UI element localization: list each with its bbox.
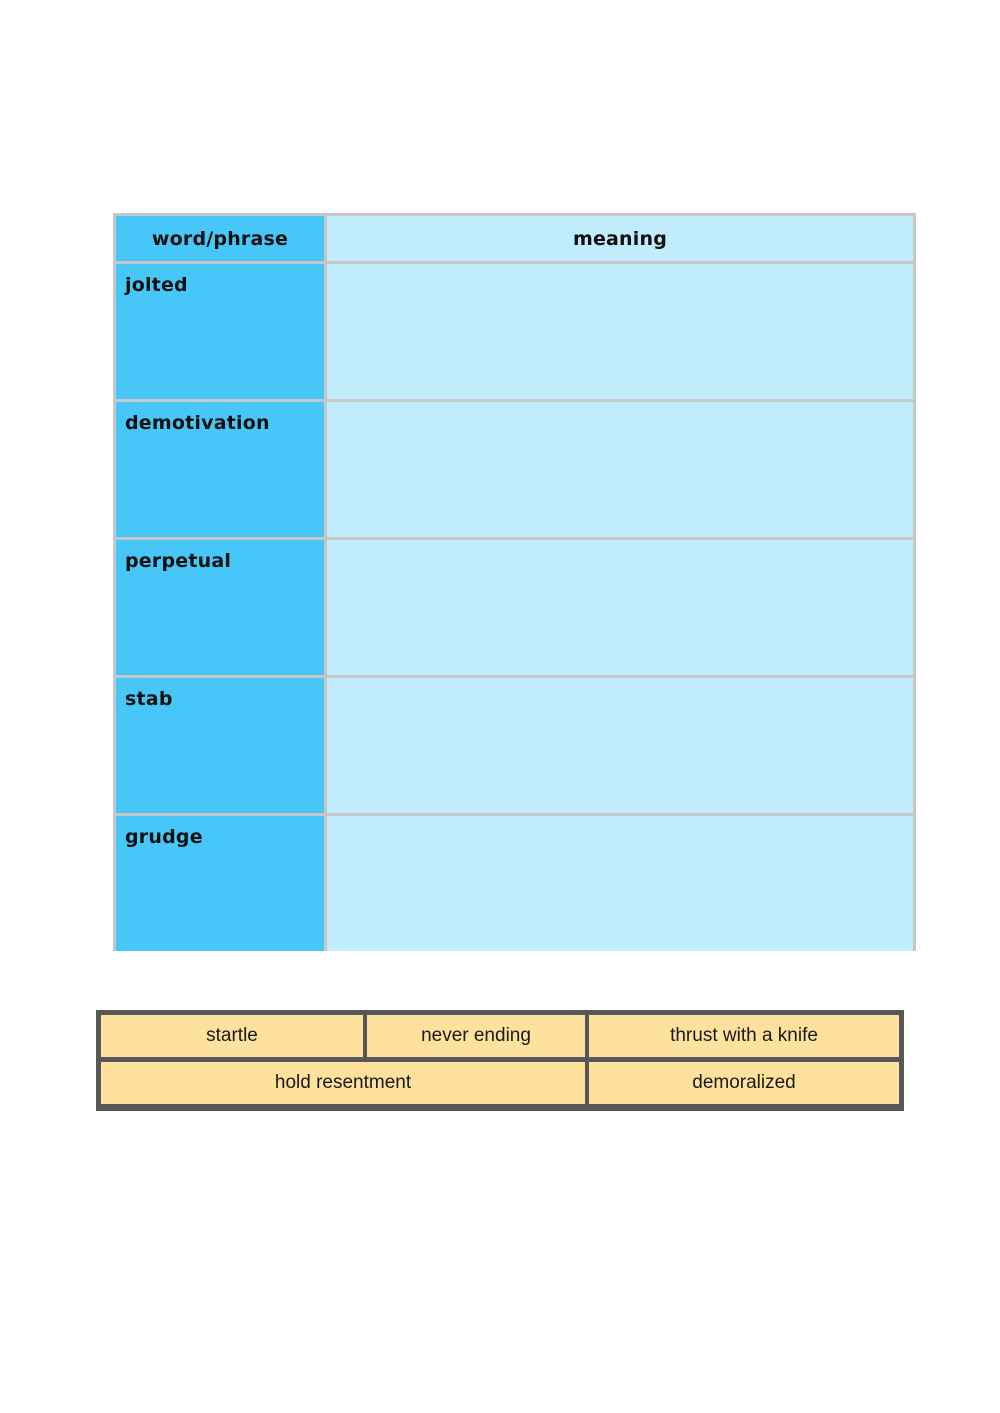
word-column-header: word/phrase bbox=[116, 216, 324, 261]
answer-bank bbox=[96, 1010, 904, 1111]
meaning-drop-zone-3[interactable] bbox=[327, 540, 913, 675]
answer-chip-hold-resentment[interactable]: hold resentment bbox=[101, 1062, 585, 1104]
answer-chip-never-ending[interactable]: never ending bbox=[367, 1015, 585, 1057]
answer-chip-demoralized[interactable]: demoralized bbox=[589, 1062, 899, 1104]
meaning-column-header: meaning bbox=[327, 216, 913, 261]
word-cell-stab: stab bbox=[116, 678, 324, 813]
word-cell-perpetual: perpetual bbox=[116, 540, 324, 675]
answer-chip-thrust-with-a-knife[interactable]: thrust with a knife bbox=[589, 1015, 899, 1057]
word-cell-demotivation: demotivation bbox=[116, 402, 324, 537]
answer-chip-startle[interactable]: startle bbox=[101, 1015, 363, 1057]
vocabulary-table bbox=[113, 213, 916, 951]
meaning-drop-zone-2[interactable] bbox=[327, 402, 913, 537]
word-cell-jolted: jolted bbox=[116, 264, 324, 399]
meaning-drop-zone-1[interactable] bbox=[327, 264, 913, 399]
meaning-drop-zone-5[interactable] bbox=[327, 816, 913, 951]
word-cell-grudge: grudge bbox=[116, 816, 324, 951]
meaning-drop-zone-4[interactable] bbox=[327, 678, 913, 813]
